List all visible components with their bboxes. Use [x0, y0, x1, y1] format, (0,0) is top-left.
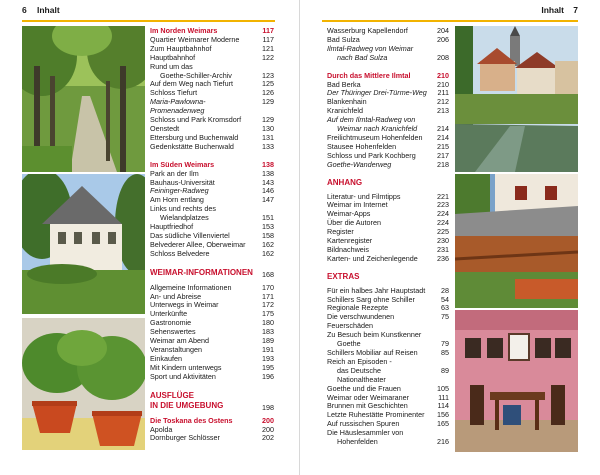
- toc-entry-page: 223: [437, 200, 449, 210]
- photo-potted-plants: [22, 318, 145, 450]
- toc-entry[interactable]: [327, 313, 449, 331]
- left-page-number: 6: [22, 5, 27, 15]
- toc-entry-title: Schloss und Park Kromsdorf: [150, 115, 242, 125]
- toc-entry-title: Weimar nach Kranichfeld: [337, 124, 418, 134]
- toc-entry-page: 213: [437, 106, 449, 116]
- toc-heading[interactable]: Die Toskana des Ostens 200: [150, 415, 274, 425]
- toc-entry-title: Schloss Belvedere: [150, 248, 210, 258]
- toc-entry-page: 105: [437, 383, 449, 393]
- toc-entry-title: Blankenhain: [327, 97, 367, 107]
- toc-entry-title: Sehenswertes: [150, 327, 196, 337]
- toc-heading[interactable]: Im Norden Weimars 117: [150, 26, 274, 35]
- toc-entry-title: Schloss und Park Kochberg: [327, 150, 416, 160]
- toc-entry-page: 114: [437, 401, 449, 411]
- toc-entry[interactable]: [150, 373, 274, 382]
- toc-entry-title: Kranichfeld: [327, 106, 363, 116]
- toc-entry-title: Auf russischen Spuren: [327, 419, 400, 429]
- toc-entry-page: 210: [437, 79, 449, 89]
- toc-entry-title: Der Thüringer Drei-Türme-Weg: [327, 88, 427, 98]
- toc-entry-title: Apolda: [150, 424, 173, 434]
- toc-entry-page: 216: [437, 437, 449, 447]
- toc-entry-title: Regionale Rezepte: [327, 303, 389, 313]
- toc-entry-page: 89: [441, 365, 449, 375]
- toc-entry-page: 165: [437, 419, 449, 429]
- toc-entry-title: Unterwegs in Weimar: [150, 300, 219, 310]
- toc-entry-title: Register: [327, 227, 354, 237]
- toc-heading-extras[interactable]: EXTRAS: [327, 271, 360, 281]
- toc-entry-page: 200: [262, 424, 274, 434]
- toc-entry-page: 130: [262, 123, 274, 133]
- toc-entry-title: Am Horn entlang: [150, 195, 204, 205]
- toc-entry-title: Literatur- und Filmtipps: [327, 191, 401, 201]
- toc-entry-page: 131: [262, 132, 274, 142]
- toc-entry-title: Rund um das: [150, 61, 193, 71]
- toc-entry-title: Goethe: [337, 339, 361, 349]
- toc-entry-title: An- und Abreise: [150, 291, 202, 301]
- toc-entry-title: Gedenkstätte Buchenwald: [150, 141, 234, 151]
- toc-big-heading-info[interactable]: WEIMAR-INFORMATIONEN 168: [150, 267, 274, 279]
- toc-entry-title: Feininger-Radweg: [150, 186, 209, 196]
- left-page-title: Inhalt: [37, 5, 60, 15]
- toc-entry-page: 224: [437, 209, 449, 219]
- toc-entry[interactable]: [327, 161, 449, 170]
- toc-entry-page: 171: [262, 291, 274, 301]
- toc-entry-title: das Deutsche Nationaltheater: [337, 365, 386, 384]
- toc-entry-title: Schillers Sarg ohne Schiller: [327, 294, 415, 304]
- toc-entry-page: 215: [437, 141, 449, 151]
- toc-entry-page: 231: [437, 244, 449, 254]
- right-page-title: Inhalt: [541, 5, 564, 15]
- toc-entry-title: Quartier Weimarer Moderne: [150, 34, 240, 44]
- toc-entry[interactable]: [150, 143, 274, 152]
- toc-entry-page: 175: [262, 309, 274, 319]
- toc-entry-title: Freilichtmuseum Hohenfelden: [327, 132, 423, 142]
- right-toc-column: [327, 27, 449, 447]
- toc-entry-page: 189: [262, 336, 274, 346]
- toc-entry-page: 158: [262, 230, 274, 240]
- left-page-header: [0, 0, 300, 20]
- toc-section-anhang: [327, 193, 449, 264]
- toc-heading[interactable]: Im Süden Weimars 138: [150, 159, 274, 169]
- toc-entry-title: Hauptfriedhof: [150, 222, 194, 232]
- toc-entry-title: Schillers Mobiliar auf Reisen: [327, 348, 418, 357]
- toc-entry-page: 218: [437, 159, 449, 169]
- toc-entry-title: Wasserburg Kapellendorf: [327, 26, 408, 35]
- toc-entry-page: 172: [262, 300, 274, 310]
- toc-section-info: [150, 284, 274, 382]
- toc-entry-title: Kartenregister: [327, 236, 373, 246]
- toc-entry-title: Mit Kindern unterwegs: [150, 362, 222, 372]
- toc-entry-title: Oenstedt: [150, 123, 180, 133]
- toc-entry-title: Für ein halbes Jahr Hauptstadt: [327, 285, 426, 295]
- toc-section-sued: [150, 161, 274, 259]
- toc-entry-page: 221: [437, 191, 449, 201]
- toc-entry-page: 75: [441, 312, 449, 322]
- toc-entry-page: 79: [441, 339, 449, 349]
- toc-entry-page: 147: [262, 195, 274, 205]
- toc-entry-title: Reich an Episoden -: [327, 356, 392, 366]
- toc-entry-page: 162: [262, 239, 274, 249]
- toc-entry-page: 117: [262, 34, 274, 44]
- toc-entry-page: 121: [262, 43, 274, 53]
- toc-entry-title: Die Häuslesammler von: [327, 428, 404, 438]
- toc-entry[interactable]: [327, 255, 449, 264]
- toc-entry[interactable]: [150, 250, 274, 259]
- toc-entry-page: 230: [437, 236, 449, 246]
- toc-entry-page: 183: [262, 327, 274, 337]
- right-page-number: 7: [573, 5, 578, 15]
- toc-entry-title: Maria-Pawlowna-Promenadenweg: [150, 97, 206, 116]
- photo-tree-avenue: [22, 26, 145, 172]
- toc-entry-title: Einkaufen: [150, 353, 182, 363]
- toc-heading[interactable]: Durch das Mittlere Ilmtal 210: [327, 70, 449, 80]
- toc-entry-title: Veranstaltungen: [150, 345, 202, 354]
- toc-entry-page: 63: [441, 303, 449, 313]
- toc-entry-title: Zu Besuch beim Kunstkenner: [327, 330, 422, 340]
- toc-section-ilmtal: [327, 72, 449, 170]
- toc-entry-title: Auf dem Ilmtal-Radweg von: [327, 115, 416, 125]
- toc-entry-page: 195: [262, 362, 274, 372]
- right-page-header: [300, 0, 600, 20]
- toc-entry-page: 202: [262, 433, 274, 443]
- toc-entry-page: 236: [437, 253, 449, 263]
- toc-entry[interactable]: [327, 367, 449, 385]
- toc-entry-page: 146: [262, 186, 274, 196]
- toc-entry-page: 162: [262, 248, 274, 258]
- toc-entry-title: Belvederer Allee, Oberweimar: [150, 239, 246, 249]
- toc-entry-title: Letzte Ruhestätte Prominenter: [327, 410, 425, 420]
- toc-entry-title: Das südliche Villenviertel: [150, 230, 230, 240]
- toc-entry-title: Karten- und Zeichenlegende: [327, 253, 418, 263]
- toc-entry-page: 196: [262, 371, 274, 381]
- toc-heading-anhang[interactable]: ANHANG: [327, 177, 363, 187]
- toc-entry-page: 151: [262, 213, 274, 223]
- left-toc-column: [150, 27, 274, 443]
- toc-entry-title: Ilmtal-Radweg von Weimar: [327, 43, 414, 53]
- toc-entry-title: Park an der Ilm: [150, 168, 199, 178]
- toc-entry-title: Weimar oder Weimaraner: [327, 392, 410, 402]
- toc-entry-page: 122: [262, 52, 274, 62]
- toc-entry-title: Auf dem Weg nach Tiefurt: [150, 79, 233, 89]
- toc-section-lead: [327, 27, 449, 63]
- toc-entry-title: Über die Autoren: [327, 218, 381, 228]
- toc-entry-title: Die verschwundenen Feuerschäden: [327, 312, 395, 331]
- toc-entry-title: Links und rechts des: [150, 204, 216, 214]
- toc-entry-page: 156: [437, 410, 449, 420]
- photo-interior-room: [455, 310, 578, 452]
- toc-entry[interactable]: [150, 98, 274, 116]
- toc-entry-title: Brunnen mit Geschichten: [327, 401, 408, 411]
- toc-entry-title: Bauhaus-Universität: [150, 177, 215, 187]
- toc-entry-page: 214: [437, 132, 449, 142]
- toc-entry-page: 28: [441, 285, 449, 295]
- toc-entry-page: 170: [262, 282, 274, 292]
- toc-entry-title: Wielandplatzes: [160, 213, 209, 223]
- toc-entry-title: Bad Berka: [327, 79, 361, 89]
- toc-entry-page: 225: [437, 227, 449, 237]
- toc-entry-title: Allgemeine Informationen: [150, 282, 232, 292]
- toc-entry-title: Weimar-Apps: [327, 209, 371, 219]
- toc-entry-page: 54: [441, 294, 449, 304]
- toc-entry-page: 111: [438, 392, 449, 402]
- toc-entry-title: Sport und Aktivitäten: [150, 371, 216, 381]
- toc-entry-page: 204: [437, 26, 449, 35]
- photo-half-timbered-bridge: [455, 174, 578, 308]
- toc-big-heading-ausfluege[interactable]: AUSFLÜGE IN DIE UMGEBUNG 198: [150, 390, 274, 412]
- toc-entry-title: Dornburger Schlösser: [150, 433, 220, 443]
- toc-entry-page: 133: [262, 141, 274, 151]
- toc-entry-page: 224: [437, 218, 449, 228]
- toc-entry-page: 125: [262, 79, 274, 89]
- toc-entry-title: Zum Hauptbahnhof: [150, 43, 212, 53]
- toc-entry-title: Hauptbahnhof: [150, 52, 196, 62]
- toc-entry-title: Goethe-Wanderweg: [327, 159, 392, 169]
- toc-entry-title: Ettersburg und Buchenwald: [150, 132, 239, 142]
- toc-section-nord: [150, 27, 274, 152]
- toc-entry-page: 153: [262, 222, 274, 232]
- toc-entry-title: Bad Sulza: [327, 34, 360, 44]
- toc-entry-title: Weimar am Abend: [150, 336, 209, 346]
- toc-entry-page: 129: [262, 115, 274, 125]
- toc-entry-title: Hohenfelden: [337, 437, 378, 447]
- toc-entry-page: 129: [262, 97, 274, 107]
- toc-entry-title: Goethe-Schiller-Archiv: [160, 70, 232, 80]
- toc-entry-page: 85: [441, 348, 449, 357]
- toc-entry-page: 180: [262, 318, 274, 328]
- page-gutter: [299, 0, 300, 475]
- toc-entry[interactable]: [327, 54, 449, 63]
- photo-garden-house: [22, 174, 145, 314]
- toc-entry-page: 193: [262, 353, 274, 363]
- left-header-rule: [22, 20, 275, 22]
- toc-entry-page: 217: [437, 150, 449, 160]
- toc-entry-page: 138: [262, 168, 274, 178]
- toc-entry-title: Bildnachweis: [327, 244, 369, 254]
- toc-entry-page: 143: [262, 177, 274, 187]
- toc-entry-page: 126: [262, 88, 274, 98]
- toc-entry-title: Schloss Tiefurt: [150, 88, 198, 98]
- toc-entry-title: nach Bad Sulza: [337, 52, 388, 62]
- toc-entry-page: 214: [437, 124, 449, 134]
- toc-entry-page: 211: [437, 88, 449, 98]
- toc-entry-page: 123: [262, 70, 274, 80]
- toc-entry[interactable]: [327, 438, 449, 447]
- right-header-rule: [322, 20, 578, 22]
- toc-entry-title: Weimar im Internet: [327, 200, 388, 210]
- toc-entry-title: Stausee Hohenfelden: [327, 141, 397, 151]
- toc-entry-page: 212: [437, 97, 449, 107]
- toc-section-extras: [327, 287, 449, 447]
- toc-entry-page: 206: [437, 34, 449, 44]
- toc-entry-title: Unterkünfte: [150, 309, 188, 319]
- toc-entry-page: 191: [262, 345, 274, 354]
- toc-entry-page: 208: [437, 52, 449, 62]
- toc-entry[interactable]: [150, 434, 274, 443]
- photo-river-town: [455, 26, 578, 172]
- toc-entry-title: Gastronomie: [150, 318, 192, 328]
- toc-entry-title: Goethe und die Frauen: [327, 383, 401, 393]
